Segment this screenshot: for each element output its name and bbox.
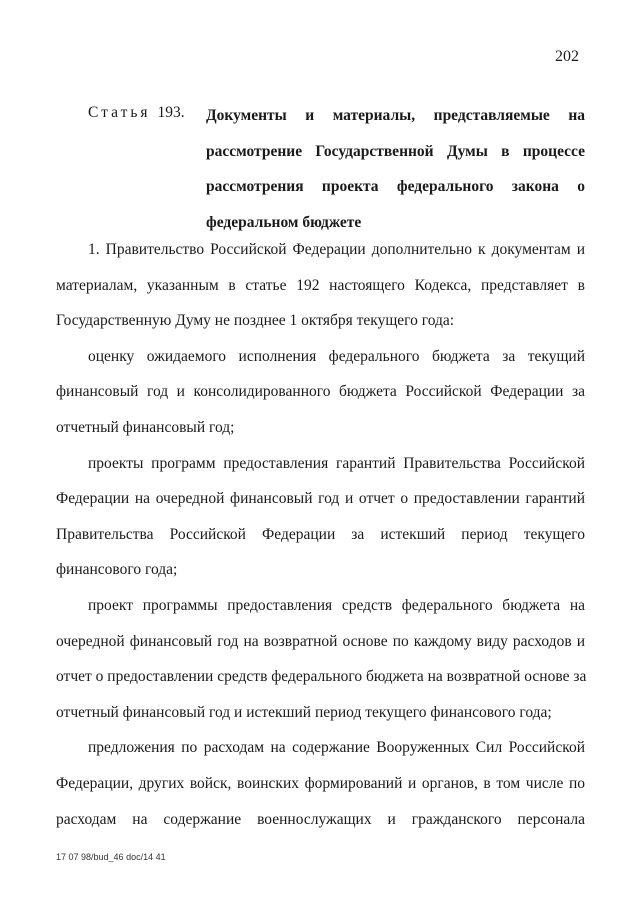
footer-file-stamp: 17 07 98/bud_46 doc/14 41 — [56, 852, 166, 862]
body-line: очередной финансовый год на возвратной основе по каждому виду расходов и — [56, 632, 585, 650]
article-title-line: федеральном бюджете — [206, 213, 362, 231]
body-line: отчетный финансовый год; — [56, 418, 235, 436]
article-label-word: Статья — [88, 104, 151, 121]
body-line: Правительства Российской Федерации за истекший период текущего — [56, 525, 585, 543]
body-line: Федерации, других войск, воинских формирований и органов, в том числе по — [56, 774, 585, 792]
article-label-number: 193. — [157, 104, 185, 121]
body-line: Государственную Думу не позднее 1 октября текущего года: — [56, 312, 455, 330]
body-line: проект программы предоставления средств федерального бюджета на — [88, 596, 585, 614]
body-line: 1. Правительство Российской Федерации дополнительно к документам и — [88, 241, 585, 258]
article-title — [206, 98, 585, 240]
paragraph-2 — [56, 339, 585, 446]
article-label — [88, 98, 206, 240]
paragraph-1 — [56, 232, 585, 339]
article-title-line: рассмотрение Государственной Думы в процессе — [206, 142, 585, 160]
article-title-line: Документы и материалы, представляемые на — [206, 107, 585, 124]
body-line: проекты программ предоставления гарантий Правительства Российской — [88, 454, 585, 472]
article-title-line: рассмотрения проекта федерального закона о — [206, 178, 585, 196]
paragraph-5 — [56, 730, 585, 837]
document-body — [56, 232, 585, 837]
body-line: финансового года; — [56, 561, 178, 579]
paragraph-4 — [56, 588, 585, 730]
page-number: 202 — [555, 48, 579, 65]
body-line: отчет о предоставлении средств федерального бюджета на возвратной основе за — [56, 668, 587, 686]
body-line: отчетный финансовый год и истекший период текущего финансового года; — [56, 703, 552, 721]
body-line: расходам на содержание военнослужащих и гражданского персонала — [56, 810, 585, 828]
body-line: Федерации на очередной финансовый год и отчет о предоставлении гарантий — [56, 490, 585, 508]
paragraph-3 — [56, 446, 585, 588]
article-heading — [88, 98, 585, 240]
body-line: материалам, указанным в статье 192 настоящего Кодекса, представляет в — [56, 276, 585, 294]
body-line: оценку ожидаемого исполнения федерального бюджета за текущий — [88, 347, 585, 365]
body-line: предложения по расходам на содержание Вооруженных Сил Российской — [88, 739, 585, 757]
body-line: финансовый год и консолидированного бюджета Российской Федерации за — [56, 383, 585, 401]
